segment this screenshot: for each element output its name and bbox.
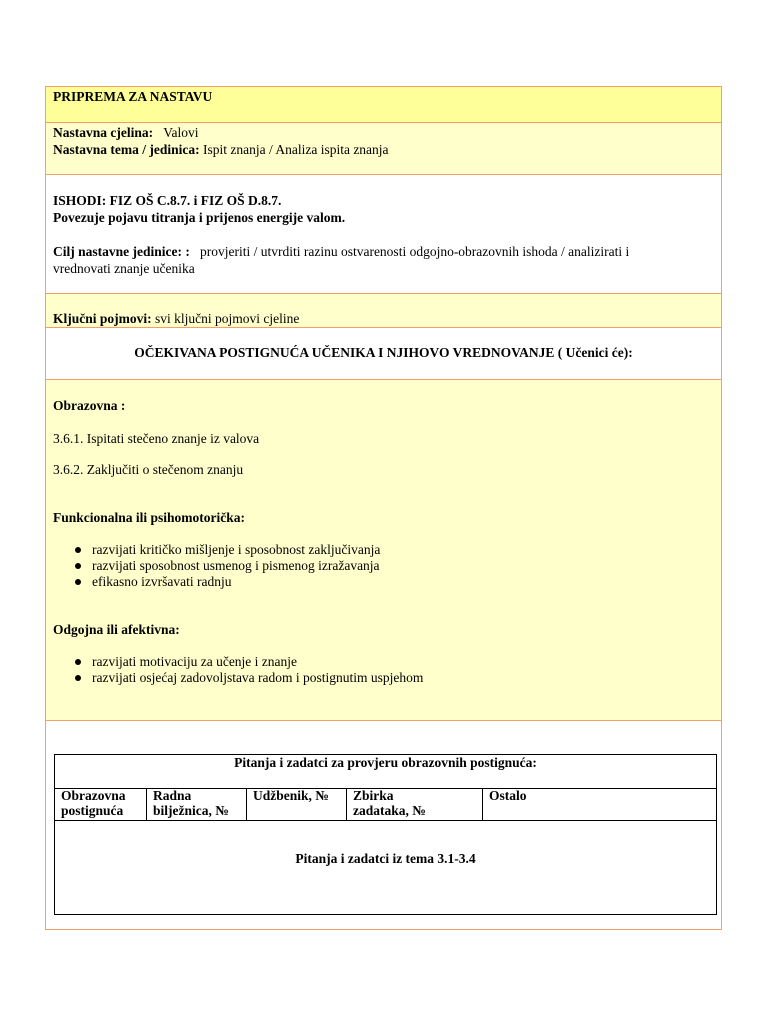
tema-value: Ispit znanja / Analiza ispita znanja — [202, 142, 389, 157]
ocekivana-title: OČEKIVANA POSTIGNUĆA UČENIKA I NJIHOVO VREDNOVANJE ( Učenici će): — [134, 345, 633, 360]
col-udzbenik: Udžbenik, № — [247, 788, 347, 820]
funkcionalna-heading: Funkcionalna ili psihomotorička: — [53, 510, 246, 525]
bullet-icon — [75, 563, 81, 569]
cjelina-label: Nastavna cjelina: — [53, 125, 154, 140]
cjelina-value: Valovi — [163, 125, 199, 140]
outcomes-section — [46, 380, 721, 721]
cilj-line2: vrednovati znanje učenika — [53, 261, 195, 276]
ocekivana-row — [46, 328, 721, 380]
list-item: razvijati motivaciju za učenje i znanje — [46, 654, 423, 670]
col-radna: Radna bilježnica, № — [147, 788, 247, 820]
bullet-icon — [75, 547, 81, 553]
ishodi-line2: Povezuje pojavu titranja i prijenos energije valom. — [53, 210, 346, 225]
cjelina-line — [53, 125, 199, 141]
col-obrazovna: Obrazovna postignuća — [55, 788, 147, 820]
pojmovi-row — [46, 294, 721, 328]
pojmovi-line — [53, 311, 299, 327]
lesson-plan-form — [45, 86, 722, 930]
bullet-icon — [75, 579, 81, 585]
table-header: Pitanja i zadatci za provjeru obrazovnih postignuća: — [55, 755, 716, 789]
odgojna-list — [46, 654, 423, 686]
table-column-row — [55, 788, 716, 821]
list-item: razvijati kritičko mišljenje i sposobnost zaključivanja — [46, 542, 380, 558]
tema-line — [53, 142, 389, 158]
ishodi-row — [46, 175, 721, 294]
bullet-icon — [75, 659, 81, 665]
obrazovna-item-2: 3.6.2. Zaključiti o stečenom znanju — [53, 462, 244, 477]
cilj-line1 — [53, 244, 629, 260]
odgojna-heading: Odgojna ili afektivna: — [53, 622, 180, 637]
list-item: razvijati sposobnost usmenog i pismenog izražavanja — [46, 558, 380, 574]
pojmovi-value: svi ključni pojmovi cjeline — [155, 311, 300, 326]
list-item: efikasno izvršavati radnju — [46, 574, 380, 590]
table-body-text: Pitanja i zadatci iz tema 3.1-3.4 — [295, 851, 476, 866]
title-row — [46, 87, 721, 123]
ishodi-line1: ISHODI: FIZ OŠ C.8.7. i FIZ OŠ D.8.7. — [53, 193, 282, 208]
obrazovna-item-1: 3.6.1. Ispitati stečeno znanje iz valova — [53, 431, 260, 446]
list-item: razvijati osjećaj zadovoljstava radom i postignutim uspjehom — [46, 670, 423, 686]
cilj-label: Cilj nastavne jedinice: : — [53, 244, 190, 259]
bullet-icon — [75, 675, 81, 681]
assessment-table — [54, 754, 717, 915]
table-body — [55, 821, 716, 914]
info-row — [46, 123, 721, 175]
col-zbirka: Zbirka zadataka, № — [347, 788, 483, 820]
cilj-value: provjeriti / utvrditi razinu ostvarenosti odgojno-obrazovnih ishoda / analizirati i — [199, 244, 630, 259]
obrazovna-heading: Obrazovna : — [53, 398, 126, 413]
page-title: PRIPREMA ZA NASTAVU — [53, 89, 213, 104]
pojmovi-label: Ključni pojmovi: — [53, 311, 152, 326]
col-ostalo: Ostalo — [489, 788, 527, 803]
funkcionalna-list — [46, 542, 380, 590]
tema-label: Nastavna tema / jedinica: — [53, 142, 200, 157]
